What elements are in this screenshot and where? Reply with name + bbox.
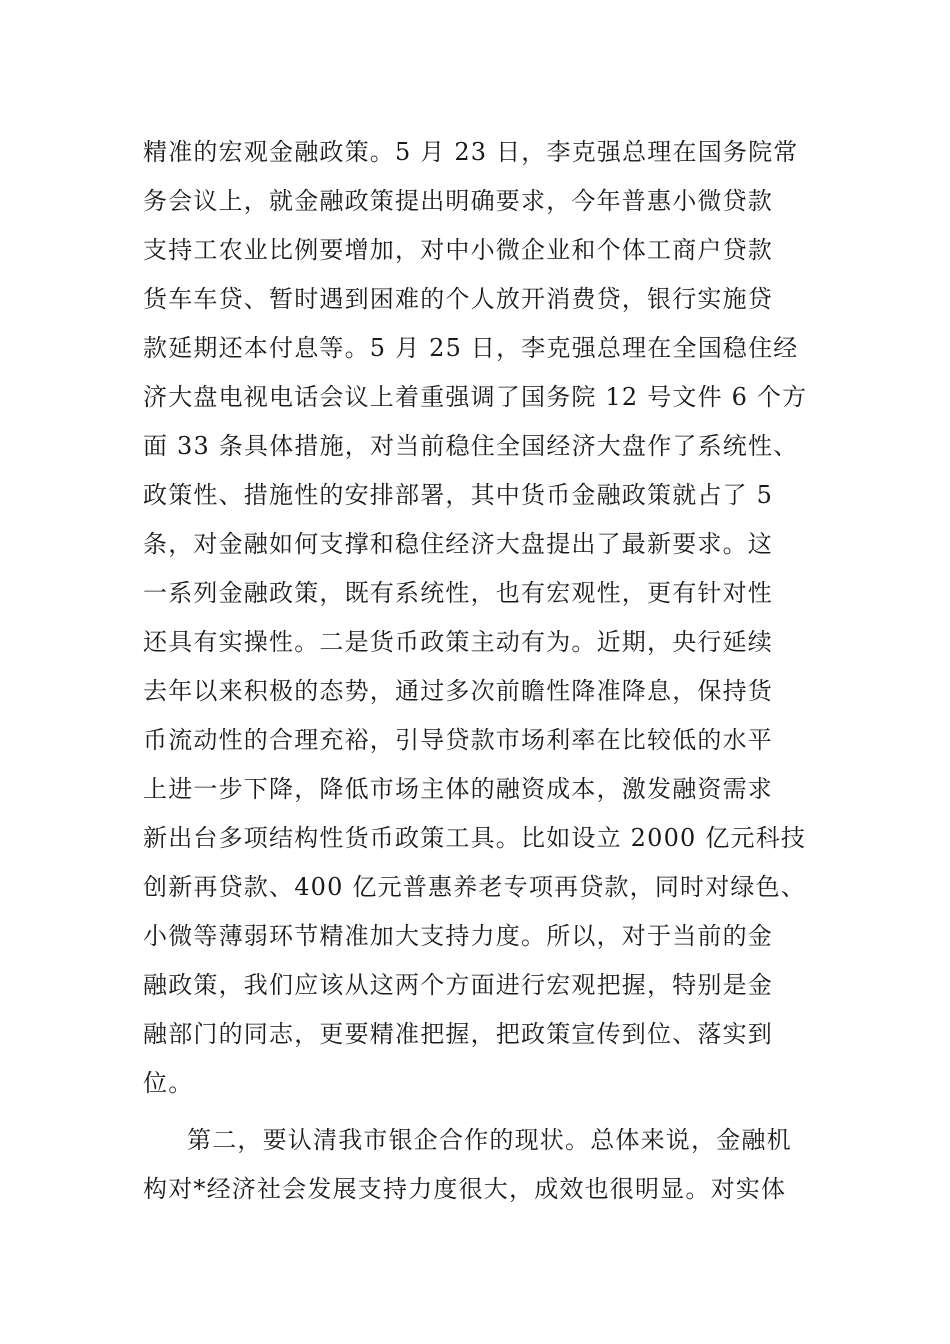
text-line: 条，对金融如何支撑和稳住经济大盘提出了最新要求。这 (143, 530, 773, 558)
text-line: 支持工农业比例要增加，对中小微企业和个体工商户贷款 (143, 236, 773, 264)
text-line: 小微等薄弱环节精准加大支持力度。所以，对于当前的金 (143, 922, 773, 950)
text-line: 位。 (143, 1069, 194, 1097)
text-line: 构对*经济社会发展支持力度很大，成效也很明显。对实体 (143, 1175, 787, 1203)
paragraph-1 (143, 128, 823, 1108)
paragraph-2 (143, 1116, 823, 1214)
text-line: 融政策，我们应该从这两个方面进行宏观把握，特别是金 (143, 971, 773, 999)
text-line: 精准的宏观金融政策。5 月 23 日，李克强总理在国务院常 (143, 138, 799, 166)
text-line: 第二，要认清我市银企合作的现状。总体来说，金融机 (187, 1126, 792, 1154)
text-line: 创新再贷款、400 亿元普惠养老专项再贷款，同时对绿色、 (143, 873, 807, 901)
text-line: 面 33 条具体措施，对当前稳住全国经济大盘作了系统性、 (143, 432, 799, 460)
text-line: 去年以来积极的态势，通过多次前瞻性降准降息，保持货 (143, 677, 773, 705)
text-line: 融部门的同志，更要精准把握，把政策宣传到位、落实到 (143, 1020, 773, 1048)
text-line: 务会议上，就金融政策提出明确要求，今年普惠小微贷款 (143, 187, 773, 215)
text-line: 上进一步下降，降低市场主体的融资成本，激发融资需求 (143, 775, 773, 803)
document-body (143, 128, 823, 1214)
text-line: 币流动性的合理充裕，引导贷款市场利率在比较低的水平 (143, 726, 773, 754)
text-line: 还具有实操性。二是货币政策主动有为。近期，央行延续 (143, 628, 773, 656)
text-line: 济大盘电视电话会议上着重强调了国务院 12 号文件 6 个方 (143, 383, 808, 411)
text-line: 新出台多项结构性货币政策工具。比如设立 2000 亿元科技 (143, 824, 807, 852)
text-line: 款延期还本付息等。5 月 25 日，李克强总理在全国稳住经 (143, 334, 799, 362)
text-line: 一系列金融政策，既有系统性，也有宏观性，更有针对性 (143, 579, 773, 607)
text-line: 货车车贷、暂时遇到困难的个人放开消费贷，银行实施贷 (143, 285, 773, 313)
text-line: 政策性、措施性的安排部署，其中货币金融政策就占了 5 (143, 481, 774, 509)
